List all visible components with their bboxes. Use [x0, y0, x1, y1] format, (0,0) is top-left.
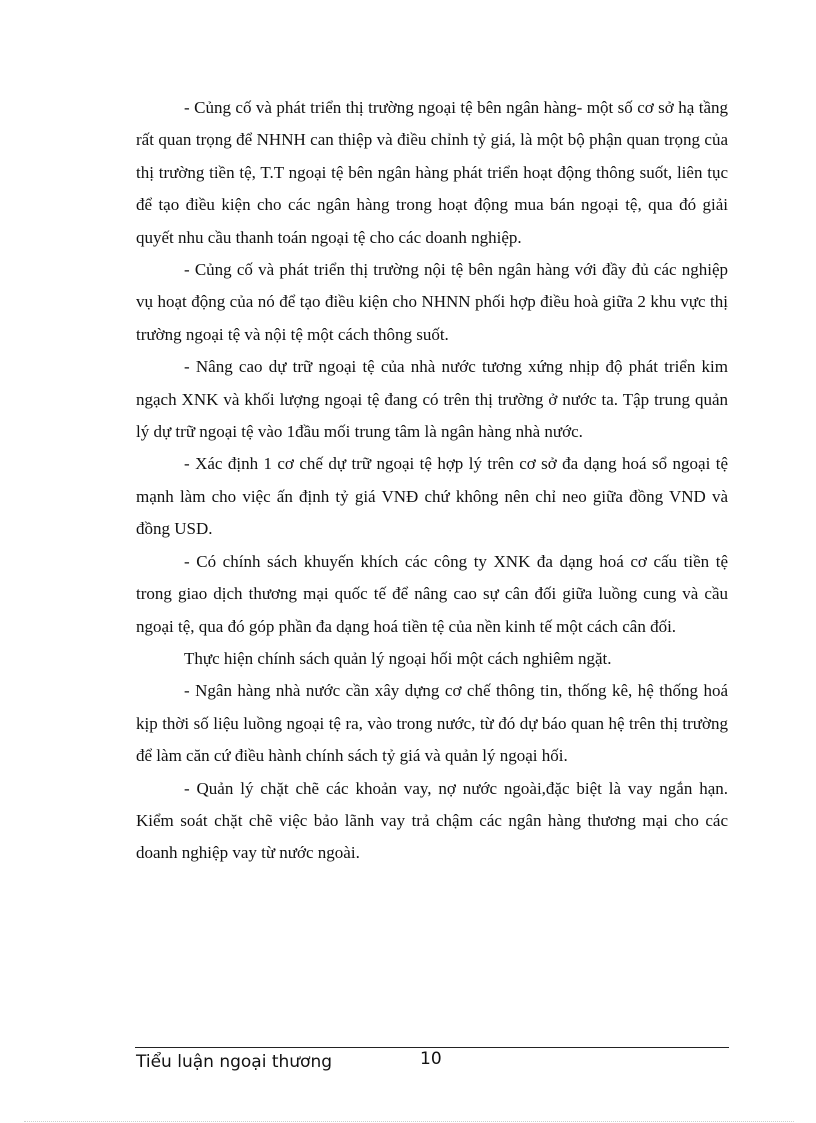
paragraph-6: Thực hiện chính sách quản lý ngoại hối một cách nghiêm ngặt. [184, 648, 612, 668]
paragraph-2: - Củng cố và phát triển thị trường nội tệ bên ngân hàng với đầy đủ các nghiệp vụ hoạt động của nó để tạo điều kiện cho NHNN phối hợp điều hoà giữa 2 khu vực thị trường ngoại tệ và nội tệ một cách thông suốt. [136, 260, 728, 344]
paragraph-1: - Củng cố và phát triển thị trường ngoại tệ bên ngân hàng- một số cơ sở hạ tầng rất quan trọng để NHNH can thiệp và điều chỉnh tỷ giá, là một bộ phận quan trọng của thị trường tiền tệ, T.T ngoại tệ bên ngân hàng phát triển hoạt động thông suốt, liên tục để tạo điều kiện cho các ngân hàng trong hoạt động mua bán ngoại tệ, qua đó giải quyết nhu cầu thanh toán ngoại tệ cho các doanh nghiệp. [136, 98, 728, 247]
paragraph-3: - Nâng cao dự trữ ngoại tệ của nhà nước tương xứng nhịp độ phát triển kim ngạch XNK và khối lượng ngoại tệ đang có trên thị trường ở nước ta. Tập trung quản lý dự trữ ngoại tệ vào 1đầu mối trung tâm là ngân hàng nhà nước. [136, 357, 728, 442]
footer-divider [135, 1047, 729, 1048]
paragraph-5: - Có chính sách khuyến khích các công ty XNK đa dạng hoá cơ cấu tiền tệ trong giao dịch thương mại quốc tế để nâng cao sự cân đối giữa luồng cung và cầu ngoại tệ, qua đó góp phần đa dạng hoá tiền tệ của nền kinh tế một cách cân đối. [136, 551, 728, 636]
body-text [136, 92, 728, 870]
page-bottom-dotted-line [24, 1121, 794, 1122]
paragraph-4: - Xác định 1 cơ chế dự trữ ngoại tệ hợp lý trên cơ sở đa dạng hoá sổ ngoại tệ mạnh làm cho việc ấn định tỷ giá VNĐ chứ không nên chỉ neo giữa đồng VND và đồng USD. [136, 454, 728, 539]
paragraph-7: - Ngân hàng nhà nước cần xây dựng cơ chế thông tin, thống kê, hệ thống hoá kịp thời số liệu luồng ngoại tệ ra, vào trong nước, từ đó dự báo quan hệ trên thị trường để làm căn cứ điều hành chính sách tỷ giá và quản lý ngoại hối. [136, 681, 728, 766]
footer-title: Tiểu luận ngoại thương [136, 1052, 333, 1072]
page-number: 10 [420, 1049, 442, 1069]
paragraph-8: - Quản lý chặt chẽ các khoản vay, nợ nước ngoài,đặc biệt là vay ngắn hạn. Kiểm soát chặt chẽ việc bảo lãnh vay trả chậm các ngân hàng thương mại cho các doanh nghiệp vay từ nước ngoài. [136, 778, 728, 863]
